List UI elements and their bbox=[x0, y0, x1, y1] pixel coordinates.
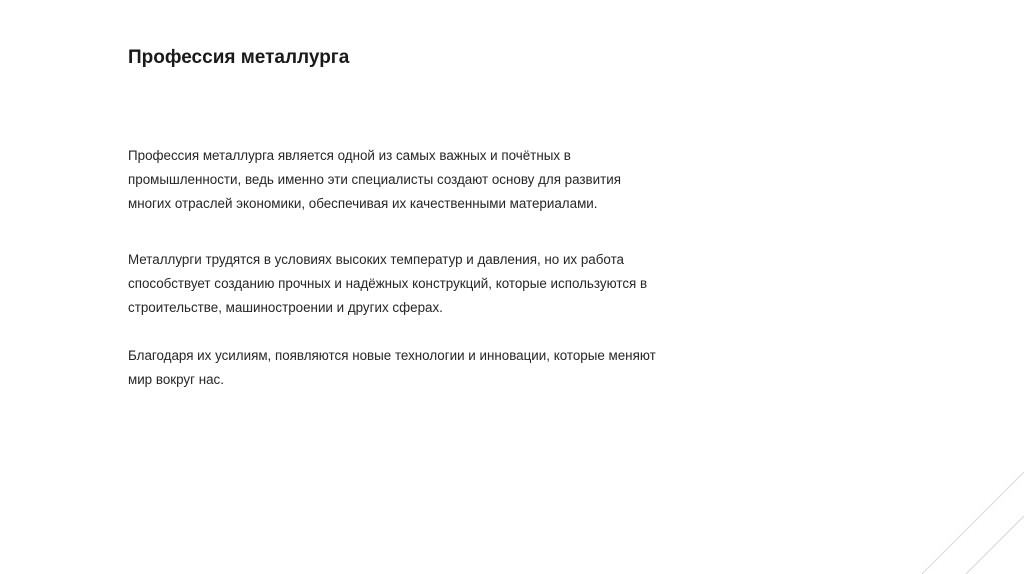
slide-title: Профессия металлурга bbox=[128, 47, 350, 68]
paragraph-1 bbox=[128, 144, 748, 216]
paragraph-1-line-1: Профессия металлурга является одной из самых важных и почётных в bbox=[128, 148, 571, 163]
paragraph-1-line-3: многих отраслей экономики, обеспечивая их качественными материалами. bbox=[128, 196, 598, 211]
corner-line-1 bbox=[922, 472, 1024, 574]
paragraph-3-line-2: мир вокруг нас. bbox=[128, 372, 224, 387]
paragraph-3 bbox=[128, 344, 748, 392]
paragraph-3-line-1: Благодаря их усилиям, появляются новые технологии и инновации, которые меняют bbox=[128, 348, 656, 363]
paragraph-2-line-3: строительстве, машиностроении и других сферах. bbox=[128, 300, 443, 315]
paragraph-2-line-2: способствует созданию прочных и надёжных конструкций, которые используются в bbox=[128, 276, 648, 291]
corner-line-2 bbox=[966, 516, 1024, 574]
paragraph-2 bbox=[128, 248, 748, 320]
paragraph-2-line-1: Металлурги трудятся в условиях высоких температур и давления, но их работа bbox=[128, 252, 624, 267]
paragraph-1-line-2: промышленности, ведь именно эти специалисты создают основу для развития bbox=[128, 172, 622, 187]
corner-decoration bbox=[914, 464, 1024, 574]
